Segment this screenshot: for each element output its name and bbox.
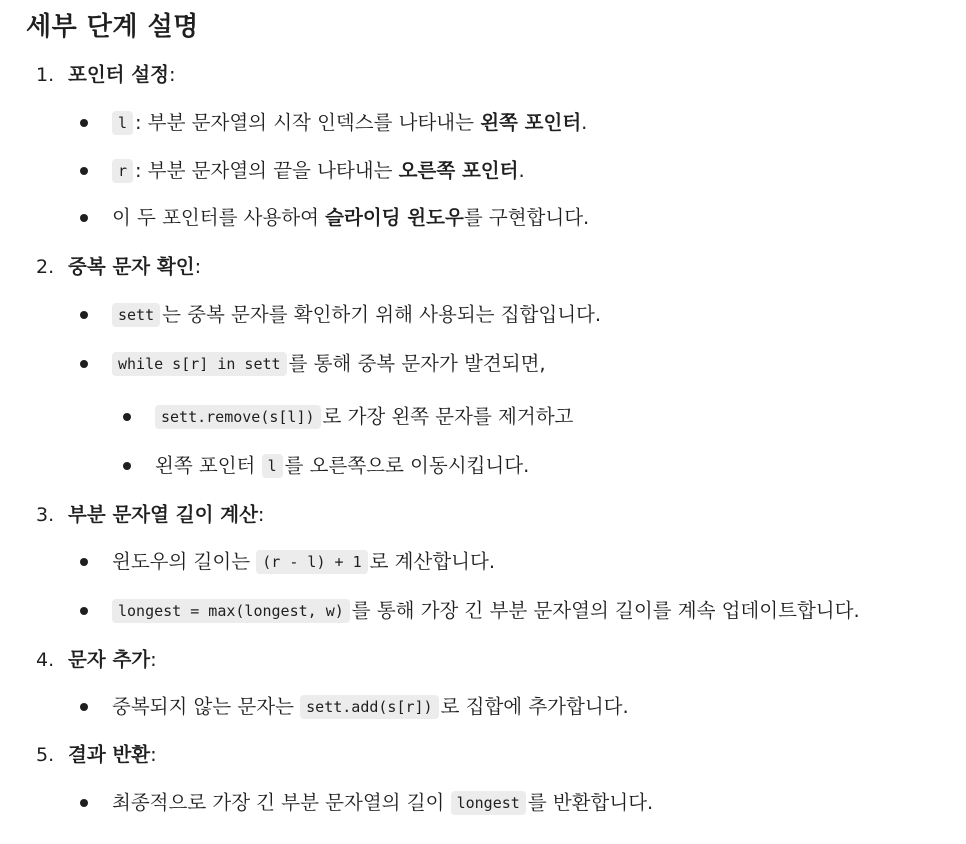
step-heading-bold: 중복 문자 확인 [68,255,195,278]
step-heading [68,741,157,769]
inline-code: sett.remove(s[l]) [155,405,321,429]
bullet-text: 이 두 포인터를 사용하여 [112,206,326,229]
bullet-text-pre: 윈도우의 길이는 [112,550,257,573]
list-item [112,301,601,329]
inline-code: while s[r] in sett [112,352,287,376]
step-heading-colon: : [150,648,157,671]
bullet-dot [80,119,88,127]
list-item [112,157,525,185]
bullet-dot [80,799,88,807]
bullet-dot [80,703,88,711]
sub-bullet-text: 로 가장 왼쪽 문자를 제거하고 [322,405,574,428]
bullet-dot [80,558,88,566]
bullet-text: 를 반환합니다. [527,791,654,814]
sub-list-item [155,452,529,480]
bullet-text-tail: 를 구현합니다. [463,206,590,229]
bullet-text-pre: 최종적으로 가장 긴 부분 문자열의 길이 [112,791,451,814]
bullet-text: 를 통해 가장 긴 부분 문자열의 길이를 계속 업데이트합니다. [351,599,860,622]
bullet-text: 는 중복 문자를 확인하기 위해 사용되는 집합입니다. [162,303,602,326]
step-heading [68,61,176,89]
inline-code: longest [451,791,526,815]
bullet-dot [80,214,88,222]
step-heading [68,501,264,529]
inline-code: sett.add(s[r]) [300,695,438,719]
list-item [112,597,860,625]
step-number: 2. [36,256,55,278]
step-heading [68,646,157,674]
step-heading-bold: 결과 반환 [68,743,151,766]
bullet-text-tail: . [518,159,525,182]
bullet-bold: 왼쪽 포인터 [480,111,582,134]
step-number: 3. [36,504,55,526]
sub-bullet-text: 를 오른쪽으로 이동시킵니다. [284,454,530,477]
inline-code: l [112,111,133,135]
step-heading-colon: : [194,255,202,278]
page-title: 세부 단계 설명 [26,12,199,42]
sub-bullet-text-pre: 왼쪽 포인터 [155,454,262,477]
bullet-text-pre: 중복되지 않는 문자는 [112,695,301,718]
sub-list-item [155,403,573,431]
bullet-bold: 오른쪽 포인터 [398,159,519,182]
bullet-bold: 슬라이딩 윈도우 [325,206,464,229]
bullet-text: 로 계산합니다. [369,550,496,573]
sub-bullet-dot [123,413,131,421]
step-heading [68,253,201,281]
step-heading-bold: 포인터 설정 [68,63,169,86]
list-item [112,548,495,576]
bullet-text: 를 통해 중복 문자가 발견되면, [288,352,546,375]
list-item [112,350,546,378]
bullet-dot [80,311,88,319]
list-item [112,693,629,721]
bullet-text: : 부분 문자열의 시작 인덱스를 나타내는 [135,111,481,134]
bullet-dot [80,607,88,615]
bullet-dot [80,167,88,175]
inline-code: sett [112,303,160,327]
step-heading-colon: : [150,743,157,766]
list-item [112,109,587,137]
step-number: 5. [36,744,55,766]
list-item [112,789,653,817]
step-heading-bold: 문자 추가 [68,648,151,671]
sub-bullet-dot [123,462,131,470]
step-number: 4. [36,649,55,671]
inline-code: r [112,159,133,183]
inline-code: l [262,454,283,478]
step-heading-bold: 부분 문자열 길이 계산 [68,503,258,526]
bullet-text-tail: . [581,111,588,134]
bullet-text: : 부분 문자열의 끝을 나타내는 [135,159,399,182]
bullet-text: 로 집합에 추가합니다. [440,695,629,718]
step-heading-colon: : [168,63,176,86]
step-number: 1. [36,64,55,86]
bullet-dot [80,360,88,368]
inline-code: (r - l) + 1 [256,550,367,574]
list-item [112,204,589,232]
inline-code: longest = max(longest, w) [112,599,350,623]
step-heading-colon: : [257,503,265,526]
